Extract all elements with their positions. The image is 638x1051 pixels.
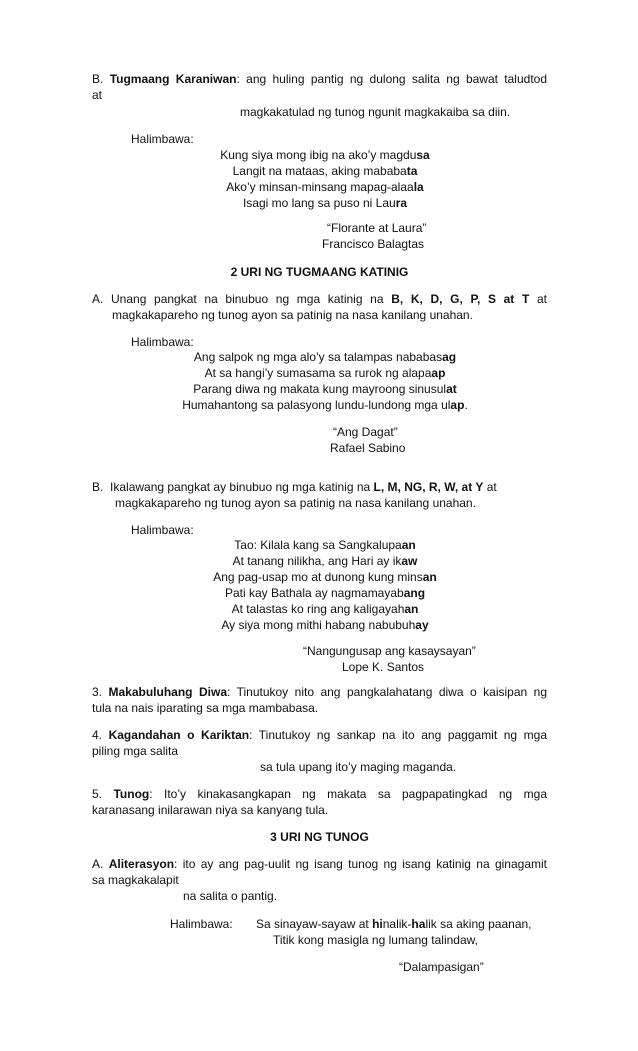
poem-line: Sa sinayaw-sayaw at hinalik-halik sa aking paanan,: [256, 917, 532, 931]
item-3-line1: 3. Makabuluhang Diwa: Tinutukoy nito ang pangkalahatang diwa o kaisipan ng: [92, 685, 547, 699]
section-b-karaniwan-line3: magkakatulad ng tunog ngunit magkakaiba sa diin.: [240, 105, 511, 119]
poem-line: At tanang nilikha, ang Hari ay ikaw: [232, 554, 418, 568]
poem-line: Titik kong masigla ng lumang talindaw,: [273, 933, 478, 947]
example-label: Halimbawa:: [131, 132, 194, 146]
poem-line: Ay siya mong mithi habang nabubuhay: [221, 618, 429, 632]
item-4-line2: piling mga salita: [92, 744, 179, 758]
poem-line: Kung siya mong ibig na ako’y magdusa: [220, 148, 430, 162]
item-5-line1: 5. Tunog: Ito’y kinakasangkapan ng makata sa pagpapatingkad ng mga: [92, 787, 547, 801]
section-a-katinig-line1: A. Unang pangkat na binubuo ng mga katinig na B, K, D, G, P, S at T at: [92, 292, 547, 306]
source-title: “Florante at Laura”: [327, 221, 427, 235]
section-a-aliterasyon-line3: na salita o pantig.: [183, 889, 278, 903]
source-author: Lope K. Santos: [342, 660, 425, 674]
poem-line: Tao: Kilala kang sa Sangkalupaan: [234, 538, 416, 552]
section-b-katinig-line2: magkakapareho ng tunog ayon sa patinig na nasa kanilang unahan.: [115, 496, 476, 510]
example-label: Halimbawa:: [131, 335, 194, 349]
poem-line: Pati kay Bathala ay nagmamayabang: [224, 586, 426, 600]
example-label: Halimbawa:: [131, 523, 194, 537]
section-b-karaniwan-line1: B. Tugmaang Karaniwan: ang huling pantig ng dulong salita ng bawat taludtod: [92, 72, 547, 86]
poem-line: Ang salpok ng mga alo’y sa talampas nababasag: [193, 350, 457, 364]
section-heading: 3 URI NG TUNOG: [270, 830, 369, 844]
source-title: “Dalampasigan”: [399, 960, 484, 974]
poem-line: Parang diwa ng makata kung mayroong sinusulat: [193, 382, 457, 396]
item-5-line2: karanasang inilarawan niya sa kanyang tula.: [92, 803, 329, 817]
poem-line: At talastas ko ring ang kaligayahan: [231, 602, 419, 616]
section-a-katinig-line2: magkakapareho ng tunog ayon sa patinig na nasa kanilang unahan.: [112, 308, 473, 322]
section-a-aliterasyon-line1: A. Aliterasyon: ito ay ang pag-uulit ng isang tunog ng isang katinig na ginagamit: [92, 857, 547, 871]
poem-line: Ang pag-usap mo at dunong kung minsan: [213, 570, 437, 584]
section-a-aliterasyon-line2: sa magkakalapit: [92, 873, 179, 887]
section-b-karaniwan-line2: at: [92, 88, 103, 102]
term-tugmaang-karaniwan: Tugmaang Karaniwan: [109, 72, 237, 86]
source-title: “Ang Dagat”: [333, 425, 398, 439]
source-title: “Nangungusap ang kasaysayan”: [303, 644, 476, 658]
poem-line: Humahantong sa palasyong lundu-lundong mga ulap.: [182, 398, 468, 412]
item-4-line3: sa tula upang ito’y maging maganda.: [260, 760, 457, 774]
item-3-line2: tula na nais iparating sa mga mambabasa.: [92, 701, 319, 715]
poem-line: Ako’y minsan-minsang mapag-alaala: [226, 180, 424, 194]
source-author: Francisco Balagtas: [322, 237, 425, 251]
section-heading: 2 URI NG TUGMAANG KATINIG: [230, 265, 409, 279]
poem-line: At sa hangi’y sumasama sa rurok ng alapaap: [204, 366, 446, 380]
section-b-katinig-line1: B. Ikalawang pangkat ay binubuo ng mga katinig na L, M, NG, R, W, at Y at: [92, 480, 497, 494]
source-author: Rafael Sabino: [330, 441, 406, 455]
poem-line: Langit na mataas, aking mababata: [232, 164, 418, 178]
poem-line: Isagi mo lang sa puso ni Laura: [242, 196, 408, 210]
item-4-line1: 4. Kagandahan o Kariktan: Tinutukoy ng sankap na ito ang paggamit ng mga: [92, 728, 548, 742]
example-label: Halimbawa:: [170, 917, 233, 931]
